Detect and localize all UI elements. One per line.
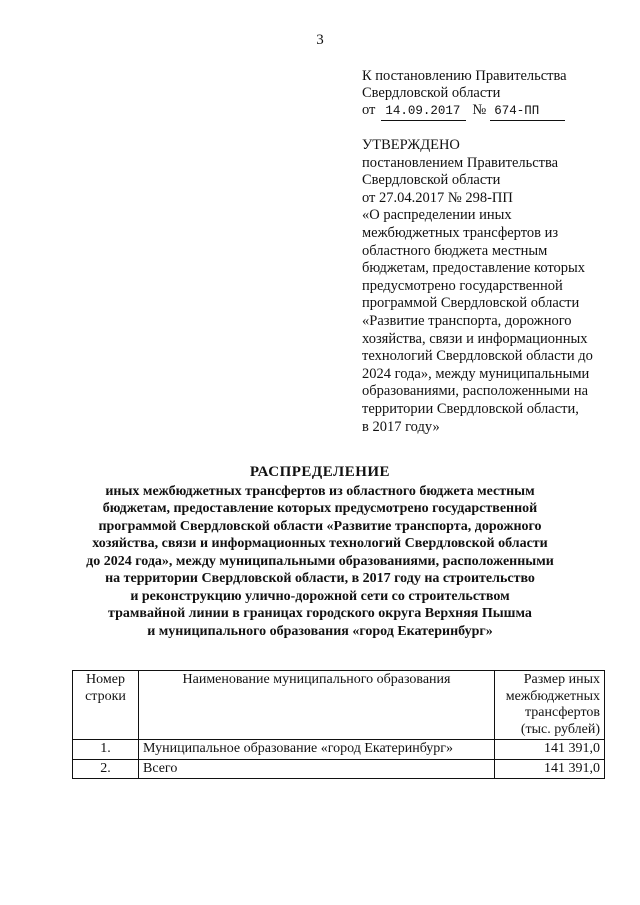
table-row [73, 759, 605, 779]
approved-line: «О распределении иных [362, 207, 512, 224]
heading-line: хозяйства, связи и информационных технологий Свердловской области [92, 536, 548, 551]
heading-line: на территории Свердловской области, в 2017 году на строительство [105, 571, 535, 586]
resolution-reference [362, 68, 612, 121]
approved-line: от 27.04.2017 № 298-ПП [362, 189, 513, 206]
row-number: 2. [73, 759, 139, 779]
municipality-name: Всего [139, 759, 495, 779]
municipality-name: Муниципальное образование «город Екатеринбург» [139, 740, 495, 760]
heading-line: до 2024 года», между муниципальными образованиями, расположенными [86, 553, 554, 569]
approved-line: хозяйства, связи и информационных [362, 330, 588, 347]
heading-line: трамвайной линии в границах городского округа Верхняя Пышма [108, 606, 532, 621]
approved-line: территории Свердловской области, [362, 400, 579, 417]
header-municipality-name: Наименование муниципального образования [139, 671, 495, 740]
number-prefix: № [472, 102, 487, 118]
heading-line: бюджетам, предоставление которых предусмотрено государственной [102, 501, 538, 516]
approved-line: образованиями, расположенными на [362, 383, 589, 400]
resolution-number: 674-ПП [490, 103, 565, 121]
approved-line: в 2017 году» [362, 418, 440, 435]
resolution-date: 14.09.2017 [381, 103, 466, 121]
table-row [73, 740, 605, 760]
approved-line: предусмотрено государственной [362, 277, 563, 294]
approved-line: постановлением Правительства [362, 154, 559, 171]
table-header-row [73, 671, 605, 740]
date-prefix: от [362, 102, 376, 118]
resolution-date-line [362, 102, 612, 121]
transfer-amount: 141 391,0 [495, 740, 605, 760]
approved-line: технологий Свердловской области до [362, 348, 593, 365]
header-row-number: Номер строки [73, 671, 139, 740]
approved-line: межбюджетных трансфертов из [362, 224, 559, 241]
approved-line: 2024 года», между муниципальными [362, 365, 590, 382]
distribution-table [72, 670, 605, 779]
heading-line: и муниципального образования «город Екатеринбург» [147, 623, 493, 639]
heading-line: и реконструкцию улично-дорожной сети со строительством [130, 588, 510, 604]
document-title: РАСПРЕДЕЛЕНИЕ [249, 464, 391, 480]
approved-line: «Развитие транспорта, дорожного [362, 312, 572, 329]
resolution-reference-line: Свердловской области [362, 85, 501, 101]
approved-line: программой Свердловской области [362, 295, 580, 312]
page-number: 3 [316, 32, 324, 48]
document-heading [40, 464, 600, 640]
row-number: 1. [73, 740, 139, 760]
heading-line: программой Свердловской области «Развитие транспорта, дорожного [98, 518, 542, 534]
approved-line: бюджетам, предоставление которых [362, 260, 586, 277]
approved-line: Свердловской области [362, 172, 501, 189]
approved-block [362, 137, 620, 436]
approved-line: областного бюджета местным [362, 242, 548, 259]
header-transfer-amount: Размер иных межбюджетных трансфертов (тыс. рублей) [495, 671, 605, 740]
approved-line: УТВЕРЖДЕНО [362, 137, 460, 153]
heading-line: иных межбюджетных трансфертов из областного бюджета местным [105, 483, 535, 499]
transfer-amount: 141 391,0 [495, 759, 605, 779]
resolution-reference-line: К постановлению Правительства [362, 68, 567, 84]
